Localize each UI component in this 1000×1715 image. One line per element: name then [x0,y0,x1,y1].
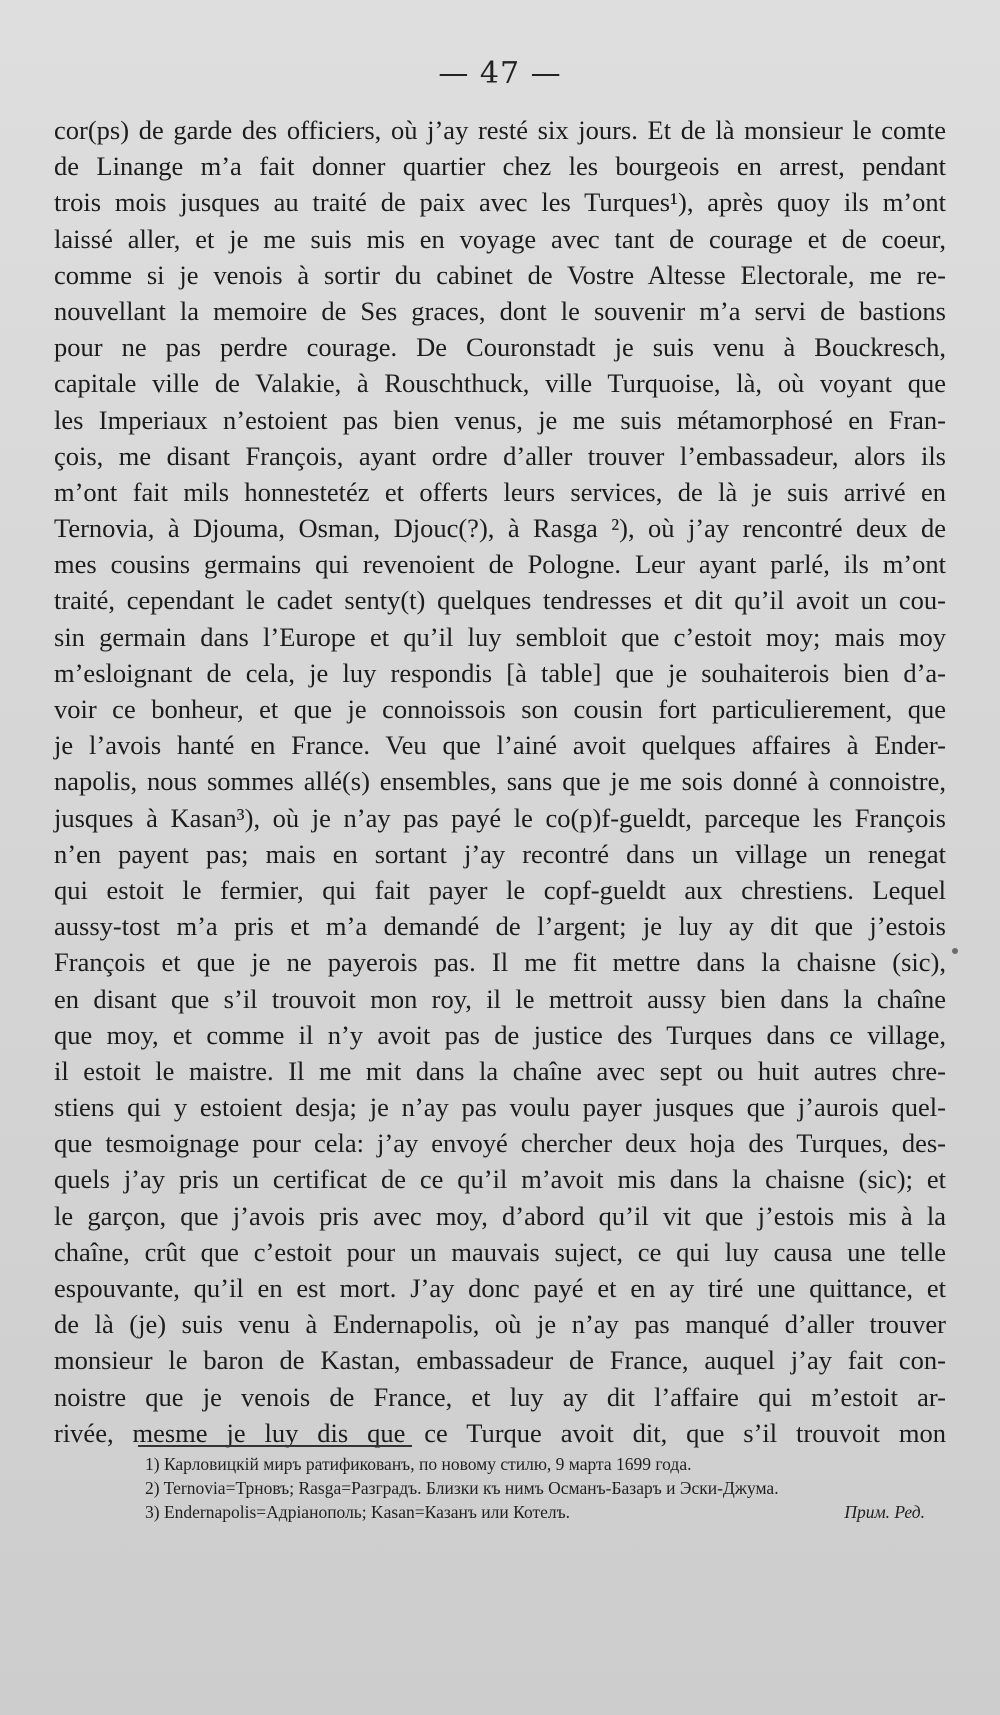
text-line: le garçon, que j’avois pris avec moy, d’abord qu’il vit que j’estois mis à la [54,1200,946,1231]
footnote-2: 2) Ternovia=Трновъ; Rasga=Разградъ. Близки къ нимъ Османъ-Базаръ и Эски-Джума. [145,1478,779,1498]
text-line: comme si je venois à sortir du cabinet de Vostre Altesse Electorale, me re- [54,259,946,290]
text-line: je l’avois hanté en France. Veu que l’ainé avoit quelques affaires à Ender- [54,730,946,761]
text-line: jusques à Kasan³), où je n’ay pas payé le co(p)f-gueldt, parceque les François [54,802,946,833]
text-line: traité, cependant le cadet senty(t) quelques tendresses et dit qu’il avoit un cou- [54,585,946,616]
text-line: laissé aller, et je me suis mis en voyage avec tant de courage et de coeur, [54,223,946,254]
text-line: noistre que je venois de France, et luy ay dit l’affaire qui m’estoit ar- [54,1381,946,1412]
text-line: espouvante, qu’il en est mort. J’ay donc payé et en ay tiré une quittance, et [54,1273,946,1303]
text-line: de là (je) suis venu à Endernapolis, où je n’ay pas manqué d’aller trouver [54,1309,946,1340]
text-line: mes cousins germains qui revenoient de Pologne. Leur ayant parlé, ils m’ont [54,549,946,580]
text-line: capitale ville de Valakie, à Rouschthuck, ville Turquoise, là, où voyant que [54,368,946,399]
footnote-signature: Прим. Ред. [844,1502,925,1522]
text-line: sin germain dans l’Europe et qu’il luy sembloit que c’estoit moy; mais moy [54,621,946,652]
text-line: napolis, nous sommes allé(s) ensembles, sans que je me sois donné à connoistre, [54,766,946,797]
text-line: m’ont fait mils honnestetéz et offerts leurs services, de là je suis arrivé en [54,476,946,507]
text-line: que moy, et comme il n’y avoit pas de justice des Turques dans ce village, [54,1019,946,1050]
text-line: de Linange m’a fait donner quartier chez les bourgeois en arrest, pendant [54,151,946,182]
text-line: rivée, mesme je luy dis que ce Turque avoit dit, que s’il trouvoit mon [54,1417,946,1448]
text-line: les Imperiaux n’estoient pas bien venus, je me suis métamorphosé en Fran- [54,404,946,435]
text-line: François et que je ne payerois pas. Il me fit mettre dans la chaisne (sic), [54,947,946,978]
page-number: — 47 — [438,56,562,91]
footnote-1: 1) Карловицкій миръ ратификованъ, по новому стилю, 9 марта 1699 года. [145,1454,692,1474]
text-line: il estoit le maistre. Il me mit dans la chaîne avec sept ou huit autres chre- [54,1055,946,1086]
text-line: Ternovia, à Djouma, Osman, Djouc(?), à Rasga ²), où j’ay rencontré deux de [54,513,946,544]
text-line: trois mois jusques au traité de paix avec les Turques¹), après quoy ils m’ont [54,187,946,218]
footnote-3: 3) Endernapolis=Адріанополь; Kasan=Казанъ или Котелъ. [145,1502,571,1522]
print-speck [952,948,958,954]
text-line: n’en payent pas; mais en sortant j’ay recontré dans un village un renegat [54,838,946,869]
footnotes [145,1452,925,1524]
text-line: quels j’ay pris un certificat de ce qu’il m’avoit mis dans la chaisne (sic); et [54,1164,946,1195]
text-line: pour ne pas perdre courage. De Couronstadt je suis venu à Bouckresch, [54,332,946,363]
footnote-divider [138,1445,412,1447]
text-line: m’esloignant de cela, je luy respondis [à table] que je souhaiterois bien d’a- [54,657,946,688]
text-line: en disant que s’il trouvoit mon roy, il le mettroit aussy bien dans la chaîne [54,983,946,1014]
body-text [54,112,946,1451]
text-line: voir ce bonheur, et que je connoissois son cousin fort particulierement, que [54,694,946,724]
text-line: qui estoit le fermier, qui fait payer le copf-gueldt aux chrestiens. Lequel [54,874,946,905]
text-line: nouvellant la memoire de Ses graces, dont le souvenir m’a servi de bastions [54,295,946,326]
text-line: çois, me disant François, ayant ordre d’aller trouver l’embassadeur, alors ils [54,440,946,471]
text-line: aussy-tost m’a pris et m’a demandé de l’argent; je luy ay dit que j’estois [54,911,946,942]
text-line: stiens qui y estoient desja; je n’ay pas voulu payer jusques que j’aurois quel- [54,1092,946,1123]
text-line: chaîne, crût que c’estoit pour un mauvais suject, ce qui luy causa une telle [54,1236,946,1267]
text-line: cor(ps) de garde des officiers, où j’ay resté six jours. Et de là monsieur le comte [54,115,946,145]
text-line: que tesmoignage pour cela: j’ay envoyé chercher deux hoja des Turques, des- [54,1128,946,1159]
text-line: monsieur le baron de Kastan, embassadeur de France, auquel j’ay fait con- [54,1345,946,1376]
